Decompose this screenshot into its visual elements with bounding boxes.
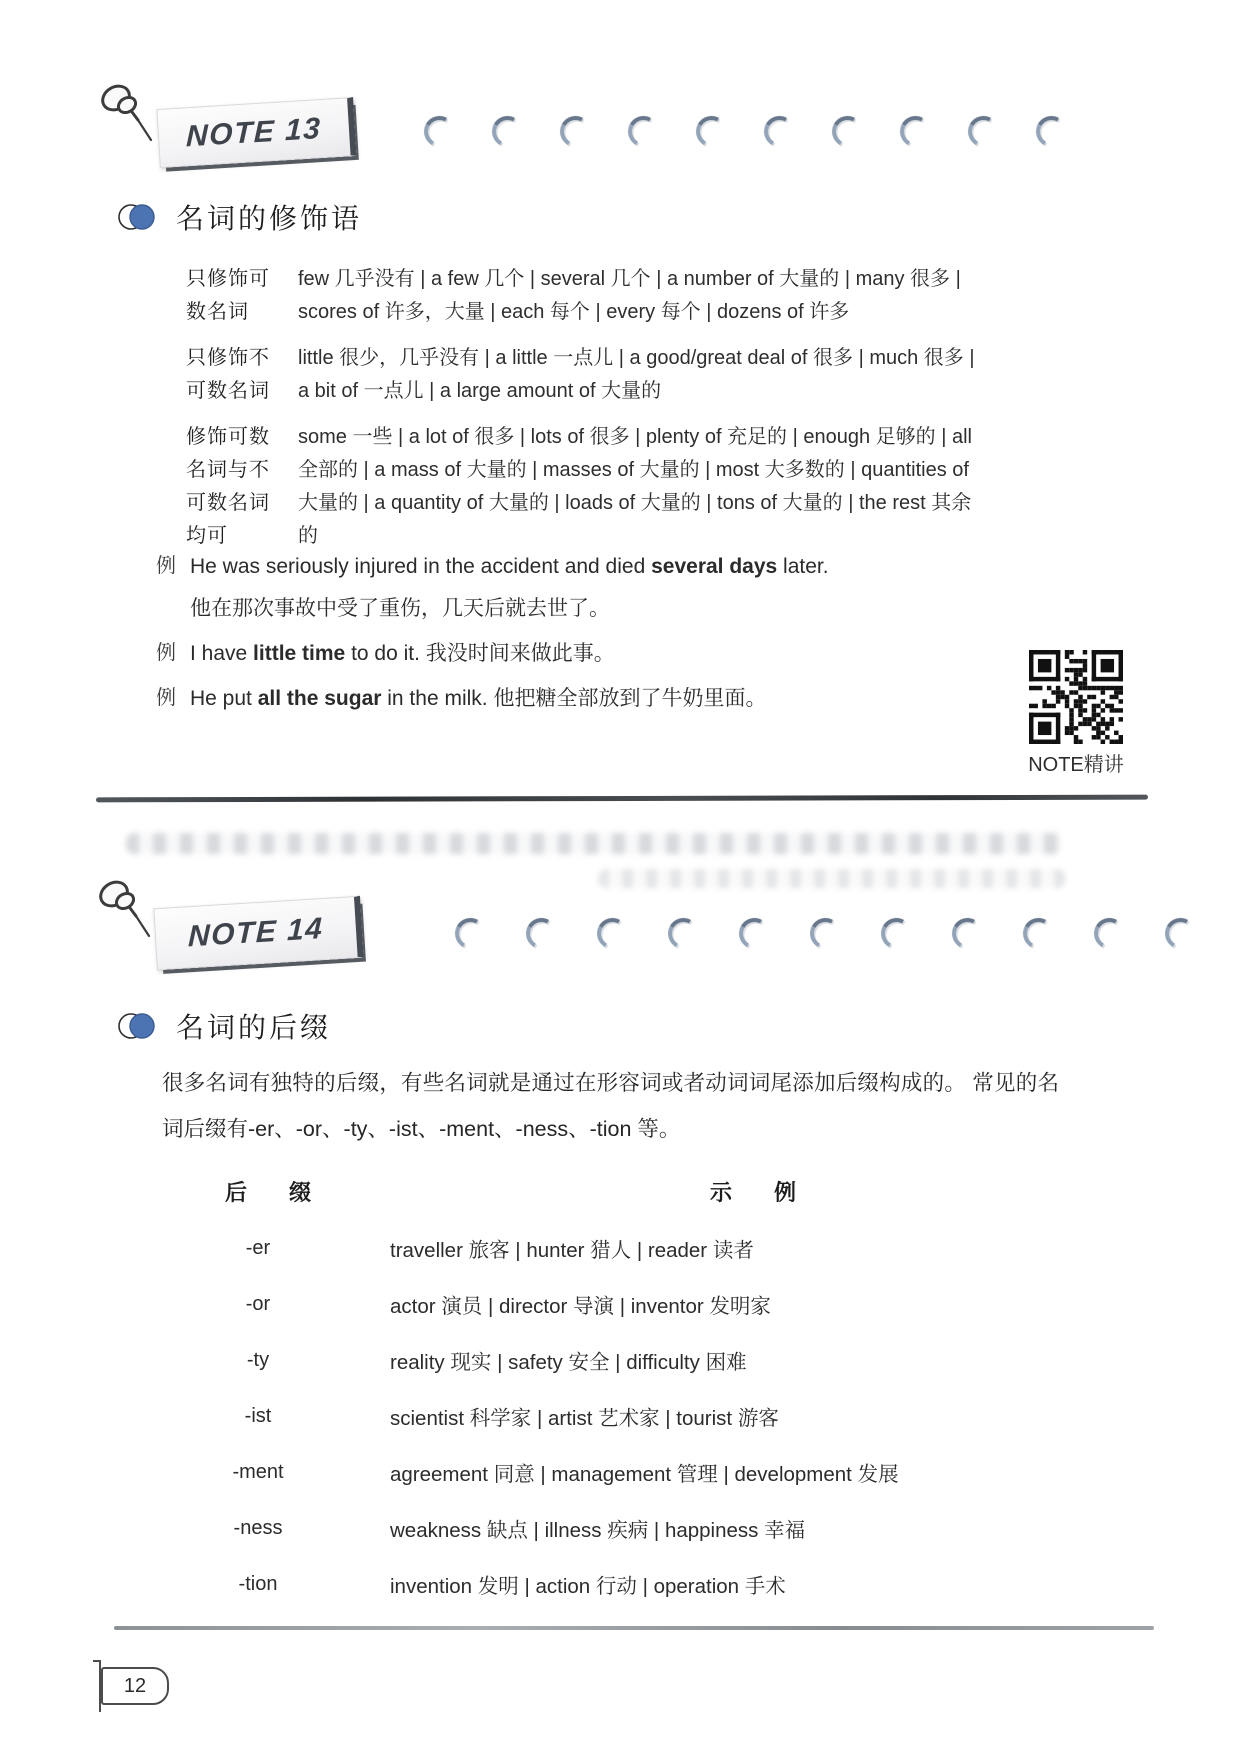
example-marker: 例 bbox=[156, 642, 176, 664]
example-marker: 例 bbox=[156, 555, 176, 577]
qr-code bbox=[1029, 650, 1123, 744]
example-item bbox=[156, 546, 968, 630]
example-text-segment: all the sugar bbox=[257, 687, 382, 710]
modifier-row bbox=[186, 263, 988, 329]
suffix-label: -ist bbox=[244, 1404, 272, 1427]
suffix-row bbox=[0, 1332, 1060, 1388]
crescent-mark bbox=[488, 112, 526, 150]
crescent-mark bbox=[624, 112, 662, 150]
note14-crescent-row bbox=[455, 918, 1196, 949]
example-body bbox=[190, 546, 968, 630]
modifier-row-content: few 几乎没有 | a few 几个 | several 几个 | a number of 大量的 | many 很多 | scores of 许多，大量 | each 每个 | every 每个 | dozens of 许多 bbox=[298, 268, 961, 323]
suffix-row bbox=[0, 1500, 1060, 1556]
crescent-mark bbox=[896, 112, 934, 150]
example-sentence bbox=[190, 678, 968, 720]
crescent-mark bbox=[593, 914, 631, 952]
bleed-through-text bbox=[598, 869, 1066, 888]
crescent-mark bbox=[451, 914, 489, 952]
modifier-row-label: 只修饰可数名词 bbox=[186, 268, 270, 323]
suffix-label: -er bbox=[245, 1236, 271, 1259]
crescent-mark bbox=[760, 112, 798, 150]
example-item bbox=[156, 633, 968, 675]
modifier-row-label: 修饰可数名词与不可数名词均可 bbox=[186, 426, 270, 547]
suffix-examples: weakness 缺点 | illness 疾病 | happiness 幸福 bbox=[390, 1519, 806, 1542]
modifier-row-content: little 很少，几乎没有 | a little 一点儿 | a good/great deal of 很多 | much 很多 | a bit of 一点儿 | a large amount of 大量的 bbox=[298, 347, 975, 402]
suffix-label: -or bbox=[245, 1292, 271, 1315]
example-item bbox=[156, 678, 968, 720]
suffix-examples: reality 现实 | safety 安全 | difficulty 困难 bbox=[390, 1351, 747, 1374]
section-heading-modifiers bbox=[118, 197, 362, 237]
example-text-segment: I have bbox=[190, 642, 254, 665]
bleed-through-text bbox=[126, 833, 1062, 854]
crescent-mark bbox=[556, 112, 594, 150]
suffix-examples: traveller 旅客 | hunter 猎人 | reader 读者 bbox=[390, 1239, 754, 1262]
example-marker: 例 bbox=[156, 687, 176, 709]
modifier-table bbox=[186, 263, 988, 566]
note13-card bbox=[156, 97, 356, 168]
example-text-segment: He put bbox=[190, 687, 258, 710]
crescent-mark bbox=[1161, 914, 1199, 952]
suffix-label: -ty bbox=[246, 1348, 270, 1371]
crescent-mark bbox=[692, 112, 730, 150]
example-sentence bbox=[190, 546, 968, 588]
modifier-row-label: 只修饰不可数名词 bbox=[186, 347, 270, 402]
example-text-segment: several days bbox=[651, 555, 778, 578]
qr-caption: NOTE精讲 bbox=[1028, 754, 1124, 776]
suffix-label: -tion bbox=[238, 1572, 278, 1595]
qr-pattern bbox=[1029, 650, 1123, 744]
suffix-label: -ment bbox=[232, 1460, 284, 1483]
section-title: 名词的修饰语 bbox=[176, 202, 363, 235]
section-bullet-icon bbox=[118, 202, 160, 232]
crescent-mark bbox=[420, 112, 458, 150]
note14-card bbox=[153, 896, 363, 971]
section-title: 名词的后缀 bbox=[176, 1011, 332, 1044]
crescent-mark bbox=[806, 914, 844, 952]
crescent-mark bbox=[522, 914, 560, 952]
crescent-mark bbox=[877, 914, 915, 952]
suffix-intro-paragraph: 很多名词有独特的后缀，有些名词就是通过在形容词或者动词词尾添加后缀构成的。 常见的名词后缀有-er、-or、-ty、-ist、-ment、-ness、-tion 等。 bbox=[162, 1071, 1059, 1141]
suffix-row bbox=[0, 1276, 1060, 1332]
crescent-mark bbox=[1019, 914, 1057, 952]
section-divider bbox=[96, 795, 1148, 803]
modifier-row bbox=[186, 421, 988, 553]
suffix-row bbox=[0, 1556, 1060, 1612]
note14-title: NOTE 14 bbox=[187, 911, 325, 954]
suffix-row bbox=[0, 1388, 1060, 1444]
section-heading-suffixes bbox=[118, 1006, 331, 1046]
example-text-segment: to do it. 我没时间来做此事。 bbox=[345, 642, 615, 665]
suffix-examples: agreement 同意 | management 管理 | development 发展 bbox=[390, 1463, 899, 1486]
section-bullet-icon bbox=[118, 1011, 160, 1041]
example-sentence bbox=[190, 633, 968, 675]
example-text-segment: He was seriously injured in the accident and died bbox=[190, 555, 652, 578]
suffix-examples: invention 发明 | action 行动 | operation 手术 bbox=[390, 1575, 786, 1598]
example-list bbox=[156, 546, 968, 723]
suffix-row bbox=[0, 1444, 1060, 1500]
modifier-row-content: some 一些 | a lot of 很多 | lots of 很多 | plenty of 充足的 | enough 足够的 | all 全部的 | a mass of 大量的 | masses of 大量的 | most 大多数的 | quantities of 大量的 | a quantity of 大量的 | loads of 大量的 | tons of 大量的 | the rest 其余的 bbox=[298, 426, 972, 547]
crescent-mark bbox=[964, 112, 1002, 150]
crescent-mark bbox=[1090, 914, 1128, 952]
page-number: 12 bbox=[123, 1674, 147, 1697]
page-number-badge bbox=[101, 1667, 169, 1705]
suffix-label: -ness bbox=[233, 1516, 283, 1539]
suffix-row bbox=[0, 1220, 1060, 1276]
crescent-mark bbox=[828, 112, 866, 150]
crescent-mark bbox=[948, 914, 986, 952]
example-translation: 他在那次事故中受了重伤，几天后就去世了。 bbox=[190, 597, 610, 620]
crescent-mark bbox=[664, 914, 702, 952]
note13-title: NOTE 13 bbox=[185, 111, 323, 153]
example-text-segment: later. bbox=[777, 555, 829, 578]
pushpin-icon bbox=[96, 82, 162, 160]
note13-crescent-row bbox=[424, 116, 1067, 147]
crescent-mark bbox=[735, 914, 773, 952]
footer-divider bbox=[114, 1626, 1154, 1630]
suffix-examples: actor 演员 | director 导演 | inventor 发明家 bbox=[390, 1295, 771, 1318]
example-text-segment: little time bbox=[253, 642, 346, 665]
modifier-row bbox=[186, 342, 988, 408]
suffix-table-header-example: 示 例 bbox=[710, 1180, 807, 1205]
example-text-segment: in the milk. 他把糖全部放到了牛奶里面。 bbox=[381, 687, 767, 710]
suffix-table bbox=[0, 1220, 1060, 1612]
example-body bbox=[190, 633, 968, 675]
suffix-table-header-suffix: 后 缀 bbox=[225, 1180, 322, 1205]
crescent-mark bbox=[1032, 112, 1070, 150]
example-body bbox=[190, 678, 968, 720]
suffix-examples: scientist 科学家 | artist 艺术家 | tourist 游客 bbox=[390, 1407, 779, 1430]
pushpin-icon bbox=[94, 878, 160, 956]
